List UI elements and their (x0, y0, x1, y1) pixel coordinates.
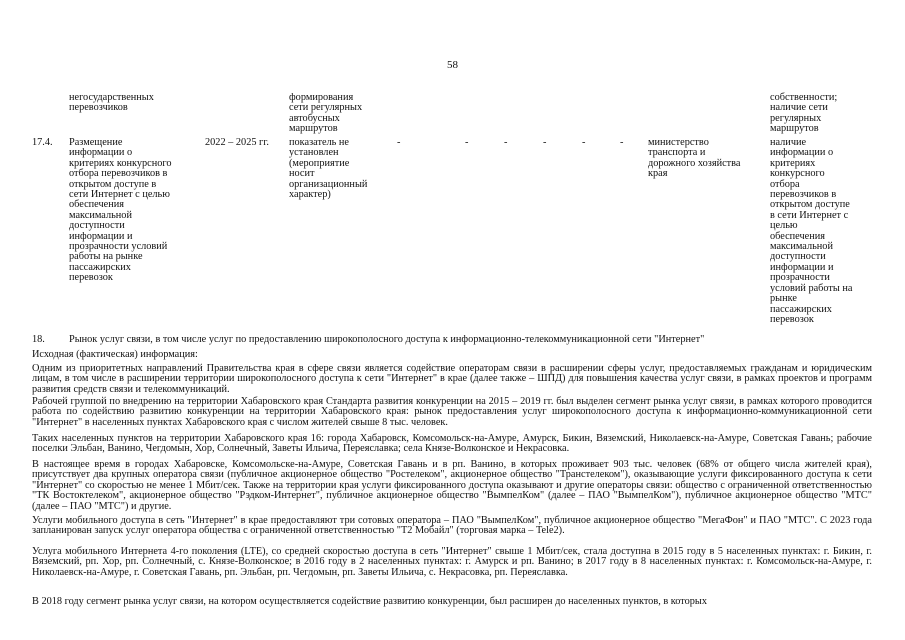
section-title: Рынок услуг связи, в том числе услуг по предоставлению широкополосного доступа к информационно-телекоммуникационной сети "Интернет" (69, 334, 705, 345)
value-dash: - (620, 137, 624, 148)
paragraph: Услуга мобильного Интернета 4-го поколения (LTE), со средней скоростью доступа в сеть "Интернет" свыше 1 Мбит/сек, стала доступна в 2015 году в 5 населенных пунктах: г. Бикин, г. Вяземский, рп. Хор, рп. Солнечный, с. Князе-Волконское; в 2016 году в 2 населенных пунктах: г. Амурск и рп. Ванино; в 2017 году в 8 населенных пунктах: г. Комсомольск-на-Амуре, г. Николаевск-на-Амуре, г. Советская Гавань, рп. Эльбан, рп. Чегдомын, рп. Заветы Ильича, с. Некрасовка, рп. Переяславка. (32, 546, 872, 578)
measure-indicator: показатель не установлен (мероприятие носит организационный характер) (289, 137, 368, 201)
paragraph: В 2018 году сегмент рынка услуг связи, на котором осуществляется содействие развитию конкуренции, был расширен до населенных пунктов, в которых (32, 596, 707, 607)
measure-executor: министерство транспорта и дорожного хозяйства края (648, 137, 741, 180)
measure-name: Размещение информации о критериях конкурсного отбора перевозчиков в открытом доступе в сети Интернет с целью обеспечения максимальной доступности информации и прозрачности условий работы на рынке пассажирских перевозок (69, 137, 172, 284)
value-dash: - (504, 137, 508, 148)
table-cell-continued-name: негосударственных перевозчиков (69, 92, 154, 114)
measure-result: наличие информации о критериях конкурсного отбора перевозчиков в открытом доступе в сети Интернет с целью обеспечения максимальной доступности информации и прозрачности условий работы на рынке пассажирских перевозок (770, 137, 853, 325)
row-number: 17.4. (32, 137, 53, 148)
value-dash: - (543, 137, 547, 148)
paragraph: Одним из приоритетных направлений Правительства края в сфере связи является содействие операторам связи в расширении сферы услуг, предоставляемых гражданам и юридическим лицам, в том числе в расширении территории широкополосного доступа к сети "Интернет" в крае (далее также – ШПД) для повышения качества услуг связи, в рамках проектов и программ развития средств связи и телекоммуникаций. (32, 363, 872, 395)
measure-term: 2022 – 2025 гг. (205, 137, 269, 148)
table-cell-continued-indicator: формирования сети регулярных автобусных маршрутов (289, 92, 363, 135)
value-dash: - (397, 137, 401, 148)
initial-info-label: Исходная (фактическая) информация: (32, 349, 198, 360)
table-cell-continued-result: собственности; наличие сети регулярных маршрутов (770, 92, 838, 135)
value-dash: - (582, 137, 586, 148)
value-dash: - (465, 137, 469, 148)
paragraph: В настоящее время в городах Хабаровске, Комсомольске-на-Амуре, Советская Гавань и в рп. Ванино, в которых проживает 903 тыс. человек (68% от общего числа жителей края), присутствует два крупных оператора связи (публичное акционерное общество "Ростелеком", акционерное общество "Транстелеком"), оказывающие услуги фиксированного доступа к сети "Интернет" со скоростью не менее 1 Мбит/сек. Также на территории края услуги фиксированного доступа оказывают и другие операторы связи: общество с ограниченной ответственностью "ТК Востоктелеком", акционерное общество "Рэдком-Интернет", публичное акционерное общество "ВымпелКом" (далее – ПАО "ВымпелКом"), публичное акционерное общество "МТС" (далее – ПАО "МТС") и другие. (32, 459, 872, 512)
paragraph: Услуги мобильного доступа в сеть "Интернет" в крае предоставляют три сотовых оператора – ПАО "ВымпелКом", публичное акционерное общество "МегаФон" и ПАО "МТС". С 2023 года запланирован запуск услуг оператора общества с ограниченной ответственностью "Т2 Мобайл" (торговая марка – Tele2). (32, 515, 872, 537)
section-number: 18. (32, 334, 45, 345)
paragraph: Таких населенных пунктов на территории Хабаровского края 16: города Хабаровск, Комсомольск-на-Амуре, Амурск, Бикин, Вяземский, Николаевск-на-Амуре, Советская Гавань; рабочие поселки Эльбан, Ванино, Чегдомын, Хор, Солнечный, Заветы Ильича, Переяславка; села Князе-Волконское и Некрасовка. (32, 433, 872, 455)
paragraph: Рабочей группой по внедрению на территории Хабаровского края Стандарта развития конкуренции на 2015 – 2019 гг. был выделен сегмент рынка услуг связи, в рамках которого проводится работа по содействию развитию конкуренции на территории Хабаровского края: рынок предоставления услуг широкополосного доступа к информационно-коммуникационной сети "Интернет" в населенных пунктах Хабаровского края с числом жителей свыше 8 тыс. человек. (32, 396, 872, 428)
page-number: 58 (447, 59, 458, 71)
